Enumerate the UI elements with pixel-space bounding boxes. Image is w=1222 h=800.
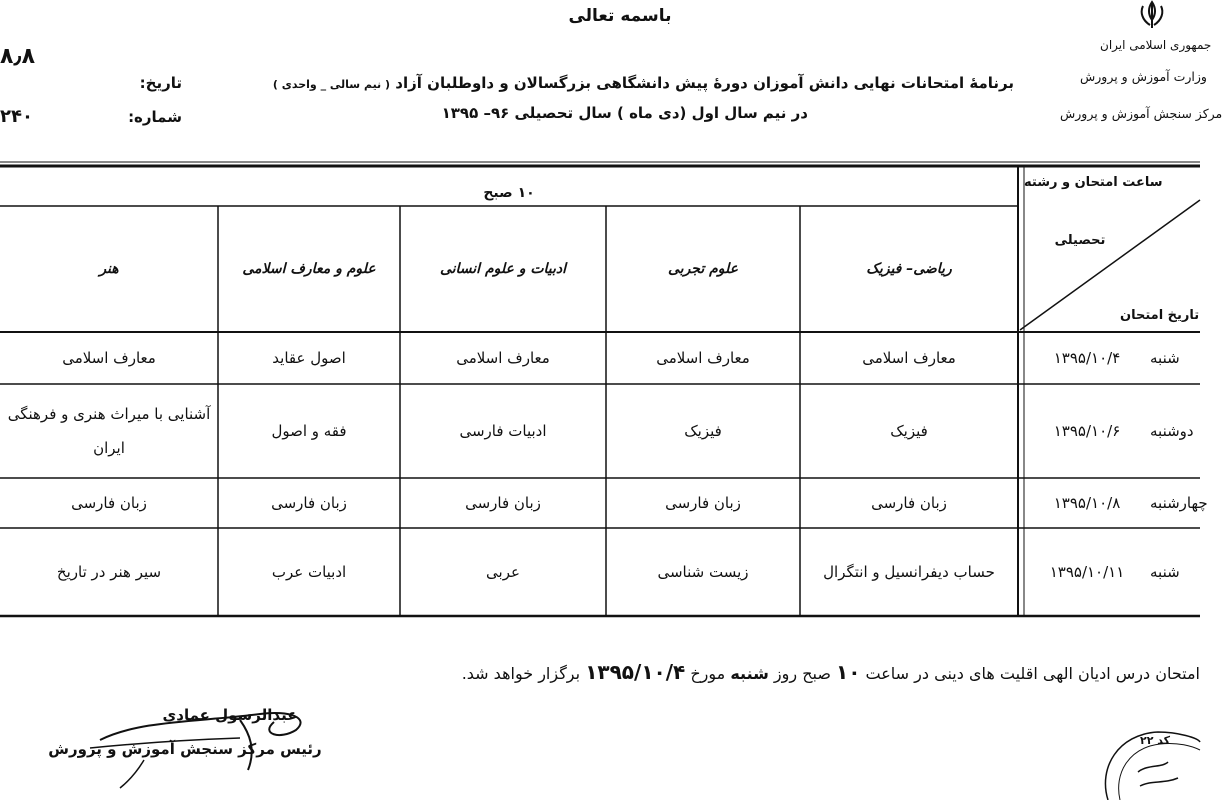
table-cell: زبان فارسی (271, 494, 347, 512)
iran-emblem-icon (1134, 0, 1170, 30)
row-date: ۱۳۹۵/۱۰/۶ (1053, 422, 1121, 440)
column-header-art: هنر (99, 261, 119, 277)
footer-note-hour: ۱۰ (836, 660, 861, 684)
number-value: ۲۴۰ (0, 106, 33, 127)
table-cell: معارف اسلامی (656, 349, 750, 367)
table-cell: آشنایی با میراث هنری و فرهنگی ایران (7, 405, 211, 457)
document-heading: باسمه تعالی (568, 6, 672, 26)
footer-note-mid2: مورخ (690, 664, 726, 683)
footer-note (330, 660, 1200, 684)
row-day: شنبه (1150, 563, 1180, 581)
stamp-code: کد ۲۲ (1139, 734, 1171, 747)
signer-title: رئیس مرکز سنجش آموزش و پرورش (48, 740, 322, 758)
date-value: ۸٫۸ (0, 44, 36, 69)
column-header-islamic-studies: علوم و معارف اسلامی (242, 261, 376, 277)
corner-label-time-field: ساعت امتحان و رشته (1024, 175, 1163, 190)
table-cell: فقه و اصول (271, 422, 347, 440)
document-title (214, 74, 1014, 92)
date-label: تاریخ: (139, 74, 182, 92)
table-cell: زبان فارسی (71, 494, 147, 512)
table-cell: زبان فارسی (465, 494, 541, 512)
org-line-ministry: وزارت آموزش و پرورش (1080, 69, 1207, 84)
table-cell: زیست شناسی (657, 563, 749, 581)
row-day: دوشنبه (1150, 422, 1194, 440)
footer-note-start: امتحان درس ادیان الهی اقلیت های دینی در ساعت (865, 664, 1200, 683)
row-day: چهارشنبه (1150, 494, 1208, 512)
table-cell: زبان فارسی (871, 494, 947, 512)
table-cell: معارف اسلامی (456, 349, 550, 367)
table-cell: عربی (486, 563, 520, 581)
footer-note-end: برگزار خواهد شد. (461, 664, 581, 683)
signer-name: عبدالرسول عمادی (162, 706, 298, 724)
table-cell: فیزیک (684, 422, 722, 440)
column-header-math-physics: ریاضی– فیزیک (866, 261, 952, 277)
number-label: شماره: (128, 108, 182, 126)
row-date: ۱۳۹۵/۱۰/۸ (1053, 494, 1121, 512)
table-cell: حساب دیفرانسیل و انتگرال (823, 563, 995, 581)
document-title-paren: ( نیم سالی _ واحدی ) (272, 78, 391, 91)
table-cell: ادبیات عرب (271, 563, 347, 581)
document-title-main: برنامهٔ امتحانات نهایی دانش آموزان دورهٔ پیش دانشگاهی بزرگسالان و داوطلبان آزاد (395, 74, 1014, 92)
table-cell: معارف اسلامی (862, 349, 956, 367)
table-cell: معارف اسلامی (62, 349, 156, 367)
org-line-center: مرکز سنجش آموزش و پرورش (1060, 106, 1222, 121)
exam-time-header: ۱۰ صبح (483, 185, 535, 201)
row-day: شنبه (1150, 349, 1180, 367)
corner-label-exam-date: تاریخ امتحان (1120, 308, 1200, 323)
table-cell: اصول عقاید (272, 349, 346, 367)
document-subtitle: در نیم سال اول (دی ماه ) سال تحصیلی ۹۶– ۱۳۹۵ (441, 104, 808, 122)
footer-note-mid: صبح روز (773, 664, 831, 683)
org-line-country: جمهوری اسلامی ایران (1100, 38, 1212, 52)
column-header-humanities: ادبیات و علوم انسانی (439, 261, 567, 277)
footer-note-day: شنبه (730, 664, 769, 683)
table-cell: فیزیک (890, 422, 928, 440)
corner-label-field: تحصیلی (1054, 233, 1106, 248)
footer-note-date: ۱۳۹۵/۱۰/۴ (585, 660, 686, 684)
table-cell: زبان فارسی (665, 494, 741, 512)
table-cell: سیر هنر در تاریخ (56, 563, 162, 581)
row-date: ۱۳۹۵/۱۰/۴ (1053, 349, 1121, 367)
table-cell: ادبیات فارسی (459, 422, 547, 440)
column-header-experimental-sciences: علوم تجربی (668, 261, 738, 277)
row-date: ۱۳۹۵/۱۰/۱۱ (1049, 563, 1125, 581)
